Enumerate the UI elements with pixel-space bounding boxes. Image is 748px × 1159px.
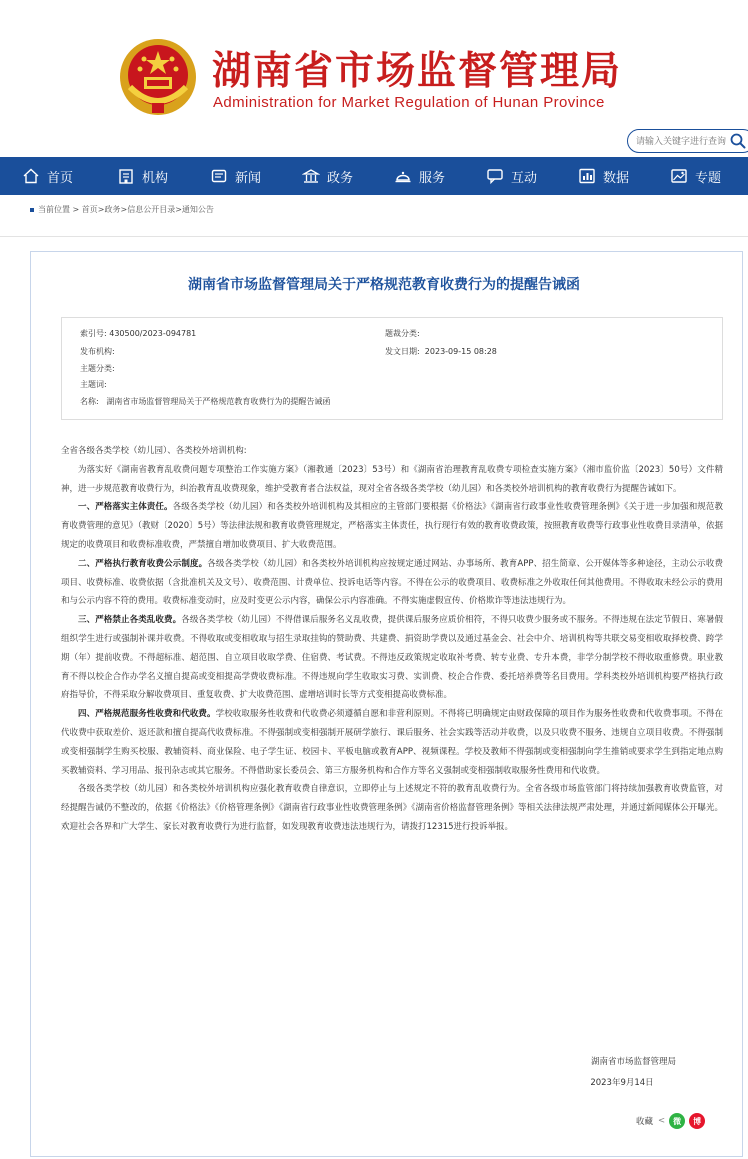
- home-icon: [22, 167, 40, 185]
- meta-name-value: 湖南省市场监督管理局关于严格规范教育收费行为的提醒告诫函: [106, 397, 331, 406]
- search-icon[interactable]: [729, 132, 747, 150]
- site-header: [0, 0, 748, 156]
- nav-organization[interactable]: [117, 157, 168, 195]
- share-icon[interactable]: <: [658, 1116, 666, 1126]
- intro-paragraph: 为落实好《湖南省教育乱收费问题专项整治工作实施方案》（湘教通〔2023〕53号）和《湖南省治理教育乱收费专项检查实施方案》（湘市监价监〔2023〕50号）文件精神，进一步规范教育收费行为，纠治教育乱收费现象，维护受教育者合法权益，现对全省各级各类学校（幼儿园）和各类校外培训机构的教育收费行为提醒告诫如下。: [61, 464, 723, 494]
- nav-interaction-label: 互动: [511, 170, 538, 186]
- site-title-cn: 湖南省市场监督管理局: [212, 49, 623, 94]
- meta-date: 发文日期: 2023-09-15 08:28: [385, 347, 497, 356]
- signature: [568, 1052, 676, 1094]
- breadcrumb: [30, 204, 214, 215]
- nav-topic-label: 专题: [695, 170, 722, 186]
- nav-organization-label: 机构: [142, 170, 169, 186]
- article-title: 湖南省市场监督管理局关于严格规范教育收费行为的提醒告诫函: [188, 277, 580, 293]
- building-icon: [117, 167, 135, 185]
- weibo-icon[interactable]: 博: [689, 1113, 705, 1129]
- chat-icon: [486, 167, 504, 185]
- closing-paragraph: 各级各类学校（幼儿园）和各类校外培训机构应强化教育收费自律意识，立即停止与上述规定不符的教育乱收费行为。全省各级市场监管部门将持续加强教育收费监管，对经提醒告诫仍不整改的，依据《价格法》《价格管理条例》《湖南省行政事业性收费管理条例》《湖南省价格监督管理条例》等相关法律法规严肃处理，并通过新闻媒体公开曝光。欢迎社会各界和广大学生、家长对教育收费行为进行监督，如发现教育收费违法违规行为，请拨打12315进行投诉举报。: [61, 784, 723, 832]
- signature-date: 2023年9月14日: [590, 1078, 654, 1088]
- national-emblem-icon: [118, 37, 198, 117]
- nav-data-label: 数据: [603, 170, 630, 186]
- meta-category: 题裁分类:: [385, 329, 420, 338]
- topic-icon: [670, 167, 688, 185]
- section-2: 二、严格执行教育收费公示制度。各级各类学校（幼儿园）和各类校外培训机构应按规定通过网站、办事场所、教育APP、招生简章、公开媒体等多种途径，主动公示收费项目、收费标准、收费依据（含批准机关及文号）、收费范围、计费单位、投诉电话等内容。不得在公示的收费项目、收费标准之外收取任何其他费用。不得收取未经公示的费用和与公示内容不符的费用。收费标准变动时，应及时变更公示内容，确保公示内容准确。不得实施虚假宣传、价格欺诈等违法违规行为。: [61, 558, 723, 607]
- share-bar: [636, 1112, 705, 1130]
- salutation: 全省各级各类学校（幼儿园）、各类校外培训机构:: [61, 446, 247, 456]
- nav-topic[interactable]: [670, 157, 721, 195]
- nav-data[interactable]: [578, 157, 629, 195]
- section-3: 三、严格禁止各类乱收费。各级各类学校（幼儿园）不得借课后服务名义乱收费，提供课后服务应质价相符，不得只收费少服务或不服务。不得违规在法定节假日、寒暑假组织学生进行或强制补课并收费。不得收取或变相收取与招生录取挂钩的赞助费、共建费、捐资助学费以及通过基金会、社会中介、培训机构等共联交易变相收取择校费、跨学期（年）提前收费。不得超标准、超范围、自立项目收取学费、住宿费、考试费。不得违反政策规定收取补考费、转专业费、专升本费，非学分制学校不得收取重修费。职业教育不得以校企合作办学名义擅自提高或变相提高学费收费标准。不得违规向学生收取实习费、实训费、校企合作费、委托培养费等名目费用。学科类校外培训机构要严格执行政府指导价，不得采取分解收费项目、重复收费、扩大收费范围、虚增培训时长等方式变相提高收费标准。: [61, 615, 723, 701]
- section-4: 四、严格规范服务性收费和代收费。学校收取服务性收费和代收费必须遵循自愿和非营利原则。不得将已明确规定由财政保障的项目作为服务性收费和代收费事项。不得在代收费中获取差价、返还款和擅自提高代收费标准。不得强制或变相强制开展研学旅行、课后服务、社会实践等活动并收费，以及只收费不服务、违规自立项目收费。不得强制或变相强制学生购买校服、教辅资料、商业保险、电子学生证、校园卡、平板电脑或教育APP、视频课程。学校及教师不得强制或变相强制向学生推销或要求学生到指定地点购买教辅资料、学习用品、报刊杂志或其它服务。不得借助家长委员会、第三方服务机构和合作方等名义强制或变相强制收取服务性费用和代收费。: [61, 709, 723, 776]
- nav-government[interactable]: [302, 157, 353, 195]
- site-title-en: Administration for Market Regulation of Hunan Province: [213, 94, 605, 111]
- meta-index-value: 430500/2023-094781: [109, 329, 197, 338]
- article-meta: [61, 317, 723, 420]
- news-icon: [210, 167, 228, 185]
- nav-service-label: 服务: [419, 170, 446, 186]
- article-body: [61, 442, 723, 837]
- main-nav: [0, 157, 748, 195]
- nav-home-label: 首页: [47, 170, 74, 186]
- meta-date-value: 2023-09-15 08:28: [424, 347, 497, 356]
- search-box: [627, 129, 748, 153]
- signature-org: 湖南省市场监督管理局: [590, 1057, 676, 1067]
- section-1: 一、严格落实主体责任。各级各类学校（幼儿园）和各类校外培训机构及其相应的主管部门要根据《价格法》《湖南省行政事业性收费管理条例》《关于进一步加强和规范教育收费管理的意见》（教财〔2020〕5号）等法律法规和教育收费管理规定，严格落实主体责任，执行现行有效的教育收费政策，按照教育收费等行政事业性收费目录清单，依据规定的收费项目和收费标准收费，严禁擅自增加收费项目、扩大收费范围。: [61, 502, 723, 550]
- nav-news-label: 新闻: [235, 170, 262, 186]
- breadcrumb-text[interactable]: 当前位置 > 首页>政务>信息公开目录>通知公告: [38, 205, 214, 214]
- nav-service[interactable]: [394, 157, 445, 195]
- nav-home[interactable]: [22, 157, 73, 195]
- data-icon: [578, 167, 596, 185]
- government-icon: [302, 167, 320, 185]
- meta-index: 索引号: 430500/2023-094781: [80, 329, 197, 338]
- favorite-link[interactable]: 收藏: [636, 1117, 654, 1127]
- divider: [0, 236, 748, 237]
- meta-org: 发布机构:: [80, 347, 115, 356]
- search-input[interactable]: [636, 134, 728, 149]
- meta-name: 名称: 湖南省市场监督管理局关于严格规范教育收费行为的提醒告诫函: [80, 397, 331, 406]
- meta-keyword: 主题词:: [80, 380, 107, 389]
- meta-topic: 主题分类:: [80, 364, 115, 373]
- nav-interaction[interactable]: [486, 157, 537, 195]
- nav-government-label: 政务: [327, 170, 354, 186]
- service-icon: [394, 167, 412, 185]
- breadcrumb-bullet-icon: [30, 208, 34, 212]
- wechat-icon[interactable]: 微: [669, 1113, 685, 1129]
- nav-news[interactable]: [210, 157, 261, 195]
